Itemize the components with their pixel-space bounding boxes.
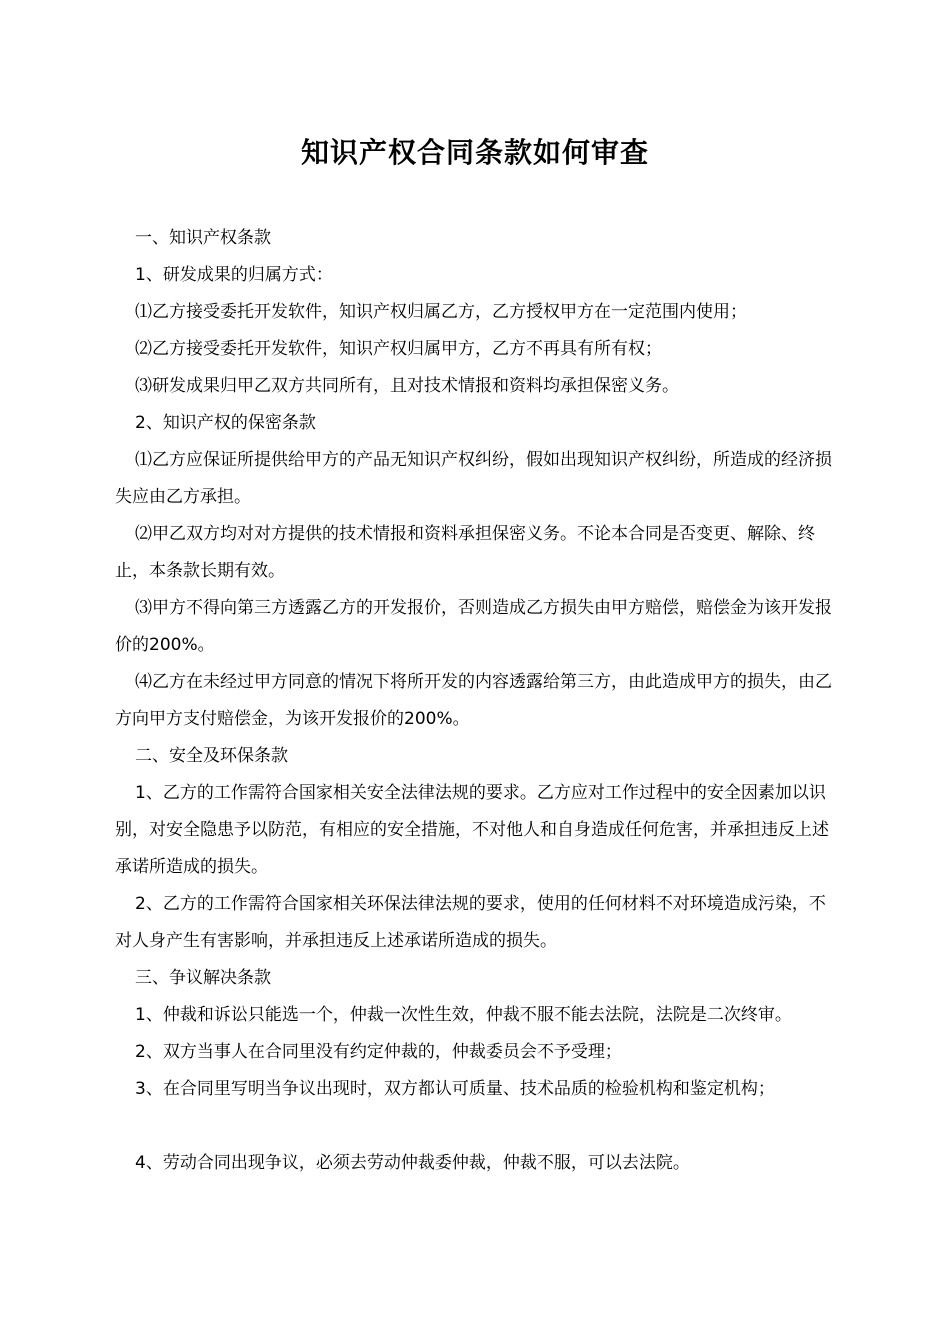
- clause-dispute-2: 2、双方当事人在合同里没有约定仲裁的，仲裁委员会不予受理；: [135, 1042, 622, 1062]
- clause-confidentiality-4: ⑷乙方在未经过甲方同意的情况下将所开发的内容透露给第三方，由此造成甲方的损失，由乙方向甲方支付赔偿金，为该开发报价的200%。: [115, 672, 832, 729]
- clause-dispute-1: 1、仲裁和诉讼只能选一个，仲裁一次性生效，仲裁不服不能去法院，法院是二次终审。: [135, 1005, 792, 1025]
- subheading-confidentiality: 2、知识产权的保密条款: [135, 413, 316, 433]
- clause-confidentiality-2: ⑵甲乙双方均对对方提供的技术情报和资料承担保密义务。不论本合同是否变更、解除、终止，本条款长期有效。: [115, 524, 815, 581]
- clause-confidentiality-1: ⑴乙方应保证所提供给甲方的产品无知识产权纠纷，假如出现知识产权纠纷，所造成的经济损失应由乙方承担。: [115, 450, 832, 507]
- clause-safety-2: 2、乙方的工作需符合国家相关环保法律法规的要求，使用的任何材料不对环境造成污染，不对人身产生有害影响，并承担违反上述承诺所造成的损失。: [115, 894, 826, 951]
- section-heading-dispute: 三、争议解决条款: [135, 968, 271, 988]
- clause-ownership-2: ⑵乙方接受委托开发软件，知识产权归属甲方，乙方不再具有所有权；: [135, 339, 662, 359]
- section-heading-ip: 一、知识产权条款: [135, 228, 271, 248]
- clause-ownership-3: ⑶研发成果归甲乙双方共同所有，且对技术情报和资料均承担保密义务。: [135, 376, 679, 396]
- clause-safety-1: 1、乙方的工作需符合国家相关安全法律法规的要求。乙方应对工作过程中的安全因素加以识别，对安全隐患予以防范，有相应的安全措施，不对他人和自身造成任何危害，并承担违反上述承诺所造成的损失。: [115, 783, 829, 877]
- document-title: 知识产权合同条款如何审查: [300, 136, 649, 169]
- document-body: [115, 220, 835, 1182]
- clause-dispute-4: 4、劳动合同出现争议，必须去劳动仲裁委仲裁，仲裁不服，可以去法院。: [135, 1153, 690, 1173]
- clause-ownership-1: ⑴乙方接受委托开发软件，知识产权归属乙方，乙方授权甲方在一定范围内使用；: [135, 302, 747, 322]
- clause-dispute-3: 3、在合同里写明当争议出现时，双方都认可质量、技术品质的检验机构和鉴定机构；: [135, 1079, 775, 1099]
- subheading-ownership: 1、研发成果的归属方式：: [135, 265, 333, 285]
- clause-confidentiality-3: ⑶甲方不得向第三方透露乙方的开发报价，否则造成乙方损失由甲方赔偿，赔偿金为该开发报价的200%。: [115, 598, 832, 655]
- section-heading-safety: 二、安全及环保条款: [135, 746, 288, 766]
